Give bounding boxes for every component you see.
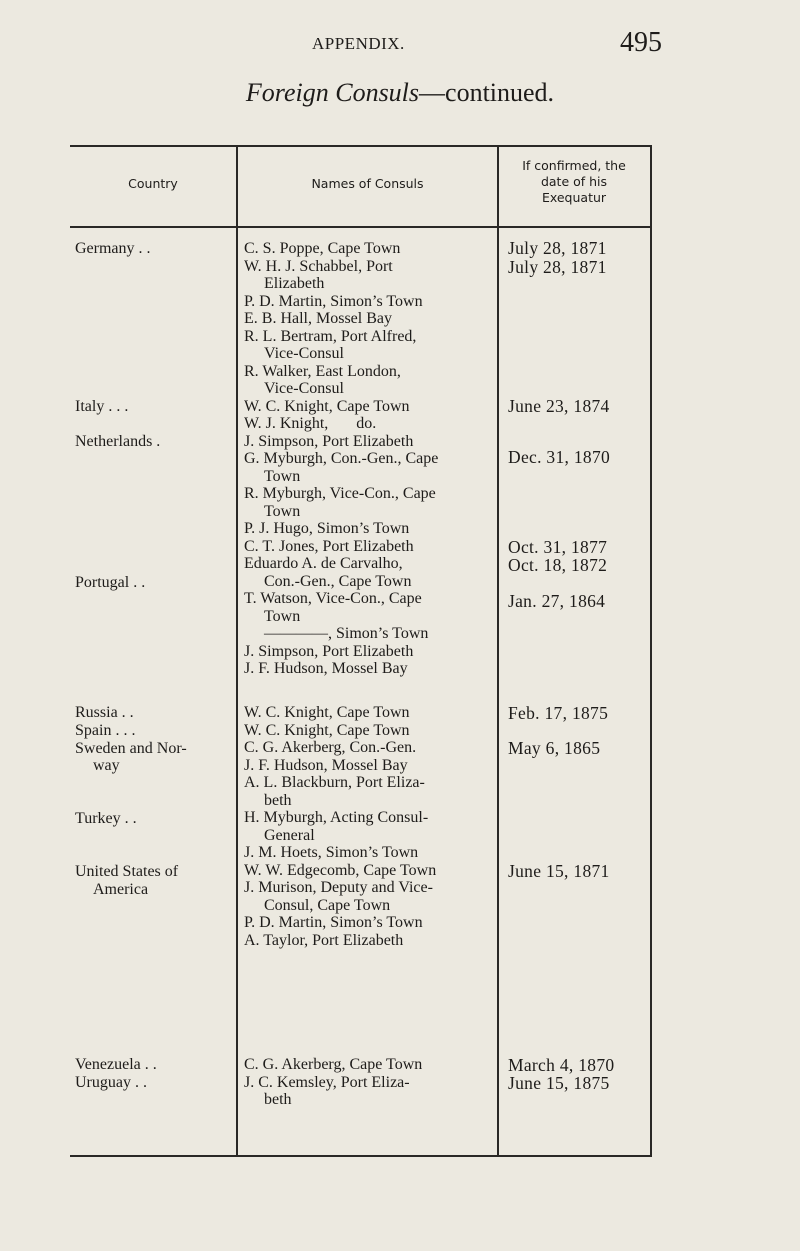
consul-entry: C. G. Akerberg, Con.-Gen.: [244, 739, 417, 756]
table-right-edge: [650, 147, 652, 1155]
table-title-main: Foreign Consuls: [245, 78, 420, 107]
consul-entry: beth: [264, 1091, 292, 1108]
consul-entry: W. H. J. Schabbel, Port: [244, 257, 393, 275]
column-header-exequatur: If confirmed, the date of his Exequatur: [522, 158, 626, 205]
consul-entry: Town: [264, 502, 301, 520]
consul-entry: Elizabeth: [264, 275, 325, 292]
consul-entry: J. C. Kemsley, Port Eliza-: [244, 1073, 410, 1091]
exequatur-date: Feb. 17, 1875: [508, 703, 609, 723]
consul-entry: P. J. Hugo, Simon’s Town: [244, 520, 410, 537]
consul-entry: J. F. Hudson, Mossel Bay: [244, 756, 408, 774]
consul-entry: W. C. Knight, Cape Town: [244, 721, 410, 739]
table-top-rule: [70, 145, 652, 147]
table-title-suffix: —continued.: [419, 78, 555, 107]
consul-entry: W. C. Knight, Cape Town: [244, 397, 410, 415]
consul-entry: J. Simpson, Port Elizabeth: [244, 642, 414, 660]
country-cell: Uruguay . .: [75, 1074, 147, 1091]
table-title: [0, 78, 800, 108]
exequatur-date: March 4, 1870: [508, 1055, 615, 1075]
running-header-title: APPENDIX.: [312, 34, 405, 53]
consul-entry: Consul, Cape Town: [264, 896, 391, 914]
consul-entry: W. C. Knight, Cape Town: [244, 704, 410, 721]
column-divider-left: [236, 147, 238, 1155]
consul-entry: W. J. Knight, do.: [244, 415, 377, 432]
consul-entry: Con.-Gen., Cape Town: [264, 572, 412, 590]
consul-entry: R. L. Bertram, Port Alfred,: [244, 327, 417, 345]
consul-entry: H. Myburgh, Acting Consul-: [244, 809, 429, 826]
country-cell: United States of: [75, 863, 179, 880]
consul-entry: J. F. Hudson, Mossel Bay: [244, 660, 408, 677]
consul-entry: J. Murison, Deputy and Vice-: [244, 879, 433, 896]
exequatur-date: Oct. 31, 1877: [508, 537, 608, 557]
consul-entry: C. G. Akerberg, Cape Town: [244, 1056, 423, 1073]
country-cell: Spain . . .: [75, 722, 136, 739]
consul-entry: J. M. Hoets, Simon’s Town: [244, 844, 419, 861]
header-rule: [70, 226, 652, 228]
country-cell: Italy . . .: [75, 398, 129, 415]
consul-entry: P. D. Martin, Simon’s Town: [244, 914, 423, 931]
column-header-country: Country: [128, 176, 178, 191]
consul-entry: G. Myburgh, Con.-Gen., Cape: [244, 450, 439, 467]
country-cell: Venezuela . .: [75, 1056, 157, 1073]
consul-entry: R. Walker, East London,: [244, 362, 401, 380]
consul-entry: T. Watson, Vice-Con., Cape: [244, 590, 422, 607]
consul-entry: C. S. Poppe, Cape Town: [244, 240, 401, 257]
consul-entry: Town: [264, 607, 301, 625]
consul-entry: beth: [264, 791, 292, 809]
country-cell: America: [93, 881, 149, 898]
country-cell: Russia . .: [75, 704, 134, 721]
table-bottom-rule: [70, 1155, 652, 1157]
country-cell: way: [93, 757, 120, 774]
consul-entry: General: [264, 826, 315, 844]
column-divider-right: [497, 147, 499, 1155]
consul-entry: P. D. Martin, Simon’s Town: [244, 292, 423, 310]
country-cell: Netherlands .: [75, 433, 161, 450]
consul-entry: C. T. Jones, Port Elizabeth: [244, 537, 414, 555]
exequatur-date: June 15, 1875: [508, 1073, 610, 1093]
country-cell: Turkey . .: [75, 810, 137, 827]
consul-entry: A. Taylor, Port Elizabeth: [244, 931, 404, 949]
exequatur-date: Jan. 27, 1864: [508, 591, 606, 611]
consul-entry: E. B. Hall, Mossel Bay: [244, 310, 392, 327]
consul-entry: Town: [264, 467, 301, 485]
column-header-consuls: Names of Consuls: [311, 176, 424, 191]
consul-entry: Vice-Consul: [264, 345, 344, 362]
consul-entry: ————, Simon’s Town: [264, 625, 429, 642]
consul-entry: Vice-Consul: [264, 380, 344, 397]
consul-entry: R. Myburgh, Vice-Con., Cape: [244, 485, 436, 502]
consul-entry: A. L. Blackburn, Port Eliza-: [244, 774, 425, 791]
exequatur-date: Oct. 18, 1872: [508, 555, 608, 575]
consul-entry: J. Simpson, Port Elizabeth: [244, 432, 414, 450]
exequatur-date: June 15, 1871: [508, 861, 610, 881]
exequatur-date: June 23, 1874: [508, 396, 610, 416]
exequatur-date: July 28, 1871: [508, 257, 607, 277]
country-cell: Portugal . .: [75, 574, 146, 591]
page-number: 495: [620, 27, 662, 58]
exequatur-date: July 28, 1871: [508, 238, 607, 258]
country-cell: Germany . .: [75, 240, 151, 257]
exequatur-date: May 6, 1865: [508, 738, 601, 758]
exequatur-date: Dec. 31, 1870: [508, 447, 611, 467]
consul-entry: W. W. Edgecomb, Cape Town: [244, 861, 437, 879]
consul-entry: Eduardo A. de Carvalho,: [244, 555, 403, 572]
country-cell: Sweden and Nor-: [75, 740, 187, 757]
